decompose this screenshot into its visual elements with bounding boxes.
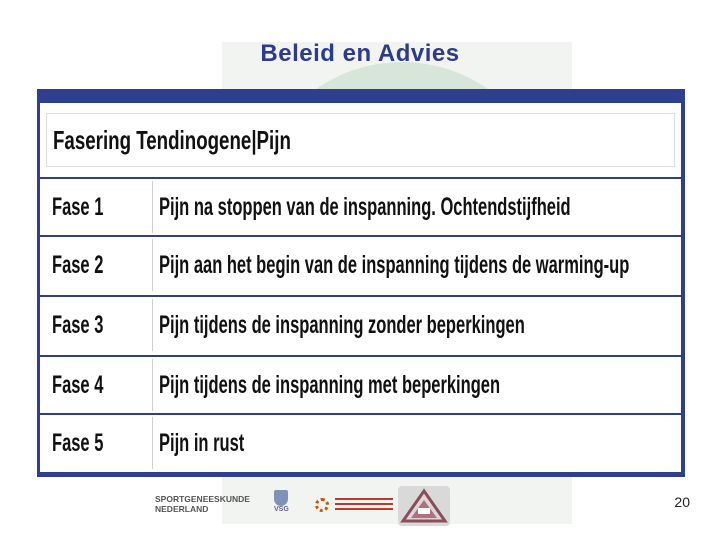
phase-description: Pijn tijdens de inspanning zonder beperkingen — [159, 310, 525, 339]
sportgeneeskunde-logo — [155, 494, 260, 518]
triangle-icon — [400, 488, 448, 524]
phase-description: Pijn na stoppen van de inspanning. Ochtendstijfheid — [159, 192, 571, 221]
table-row — [40, 355, 681, 413]
description-cell — [152, 239, 675, 291]
table-row — [40, 413, 681, 471]
table-row — [40, 177, 681, 235]
footer-logos — [150, 486, 450, 526]
slide-title: Beleid en Advies — [260, 40, 460, 67]
phase-cell — [46, 359, 152, 411]
table-header — [46, 113, 675, 167]
phase-table — [40, 103, 681, 472]
phase-label: Fase 1 — [52, 192, 104, 221]
table-header-text: Fasering Tendinogene|Pijn — [53, 124, 291, 155]
phase-description: Pijn tijdens de inspanning met beperkingen — [159, 370, 501, 399]
description-cell — [152, 299, 675, 351]
table-row — [40, 235, 681, 293]
fysiotherapie-logo — [315, 496, 395, 520]
phase-label: Fase 4 — [52, 370, 104, 399]
table-row — [40, 295, 681, 353]
phase-description: Pijn aan het begin van de inspanning tijdens de warming-up — [159, 250, 630, 279]
phase-description: Pijn in rust — [159, 428, 245, 457]
vsg-logo-text: VSG — [274, 506, 289, 513]
vsg-shield-icon — [274, 490, 288, 506]
description-cell — [152, 359, 675, 411]
dotted-circle-icon — [315, 498, 329, 512]
logo-text-lines — [335, 498, 393, 514]
description-cell — [152, 417, 675, 469]
phase-label: Fase 3 — [52, 310, 104, 339]
phase-cell — [46, 239, 152, 291]
phase-cell — [46, 299, 152, 351]
phase-label: Fase 2 — [52, 250, 104, 279]
description-cell — [152, 181, 675, 233]
table-top-band — [37, 89, 685, 103]
phase-cell — [46, 417, 152, 469]
triangle-logo — [398, 486, 450, 526]
sportgeneeskunde-logo-line2: NEDERLAND — [155, 504, 209, 514]
sportgeneeskunde-logo-line1: SPORTGENEESKUNDE — [155, 494, 250, 504]
page-number: 20 — [674, 494, 690, 510]
phase-label: Fase 5 — [52, 428, 104, 457]
vsg-logo — [270, 490, 310, 522]
phase-cell — [46, 181, 152, 233]
table-frame — [37, 89, 685, 477]
